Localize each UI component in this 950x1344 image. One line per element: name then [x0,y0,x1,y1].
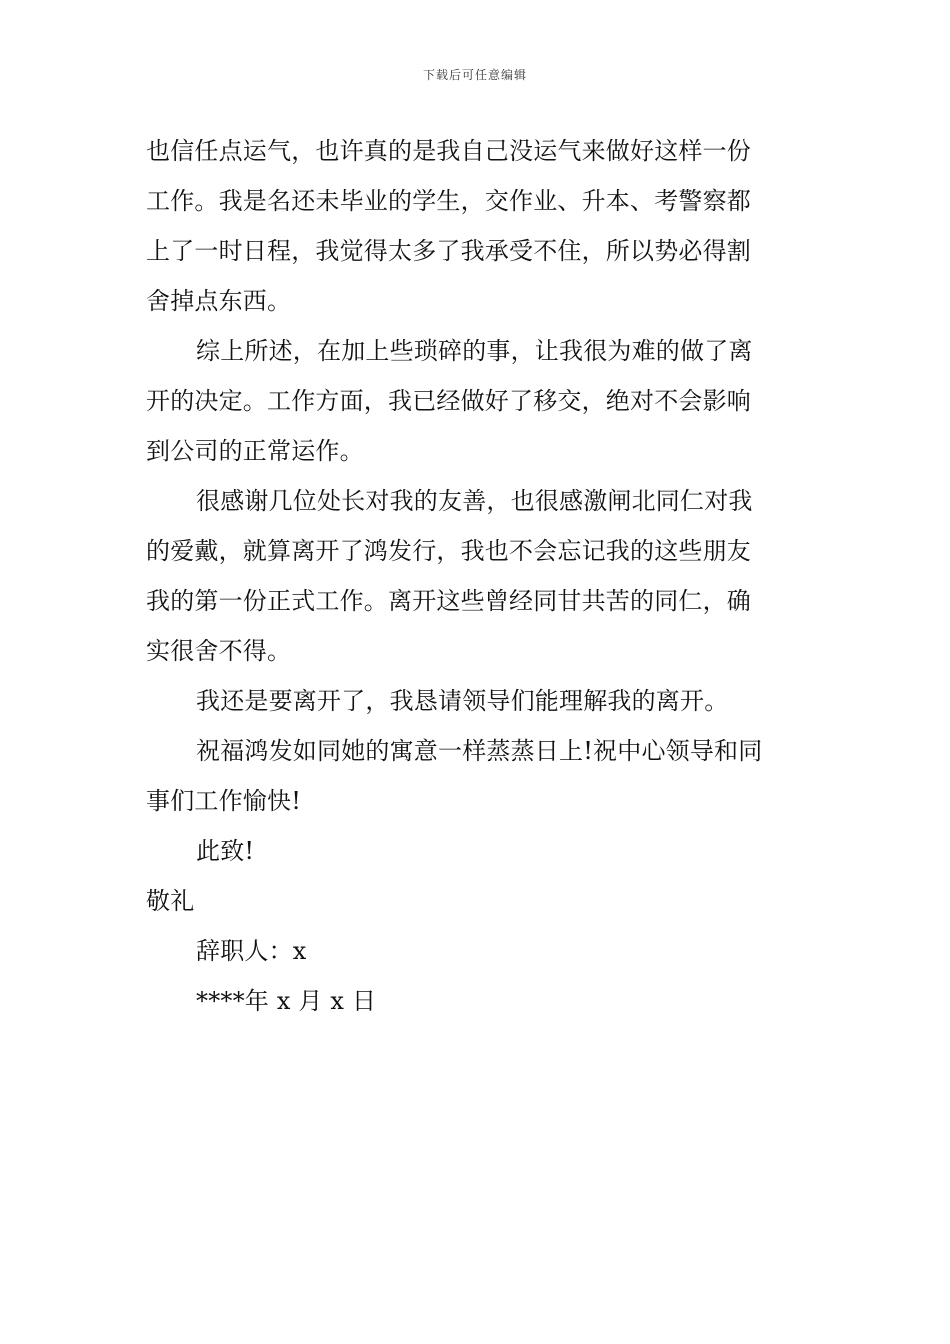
text-line: 舍掉点东西。 [146,287,292,315]
closing-line: 此致! [196,837,255,865]
text-line: 工作。我是名还未毕业的学生，交作业、升本、考警察都 [146,187,751,215]
page-header-note: 下载后可任意编辑 [422,68,527,82]
text-line: 也信任点运气，也许真的是我自己没运气来做好这样一份 [146,137,751,165]
paragraph-start-line: 很感谢几位处长对我的友善，也很感激闸北同仁对我 [196,487,753,515]
paragraph-start-line: 综上所述，在加上些琐碎的事，让我很为难的做了离 [196,337,753,365]
text-line: 的爱戴，就算离开了鸿发行，我也不会忘记我的这些朋友 [146,537,751,565]
signature-line: 辞职人：x [196,937,307,965]
text-line: 到公司的正常运作。 [146,437,364,465]
text-line: 事们工作愉快! [146,787,302,815]
text-line: 实很舍不得。 [146,637,292,665]
date-line: ****年 x 月 x 日 [196,987,377,1015]
text-line: 开的决定。工作方面，我已经做好了移交，绝对不会影响 [146,387,751,415]
text-line: 我的第一份正式工作。离开这些曾经同甘共苦的同仁，确 [146,587,751,615]
salutation-line: 敬礼 [146,887,195,915]
paragraph-start-line: 我还是要离开了，我恳请领导们能理解我的离开。 [196,687,729,715]
text-line: 上了一时日程，我觉得太多了我承受不住，所以势必得割 [146,237,751,265]
letter-body [146,126,806,1026]
paragraph-start-line: 祝福鸿发如同她的寓意一样蒸蒸日上!祝中心领导和同 [196,737,763,765]
